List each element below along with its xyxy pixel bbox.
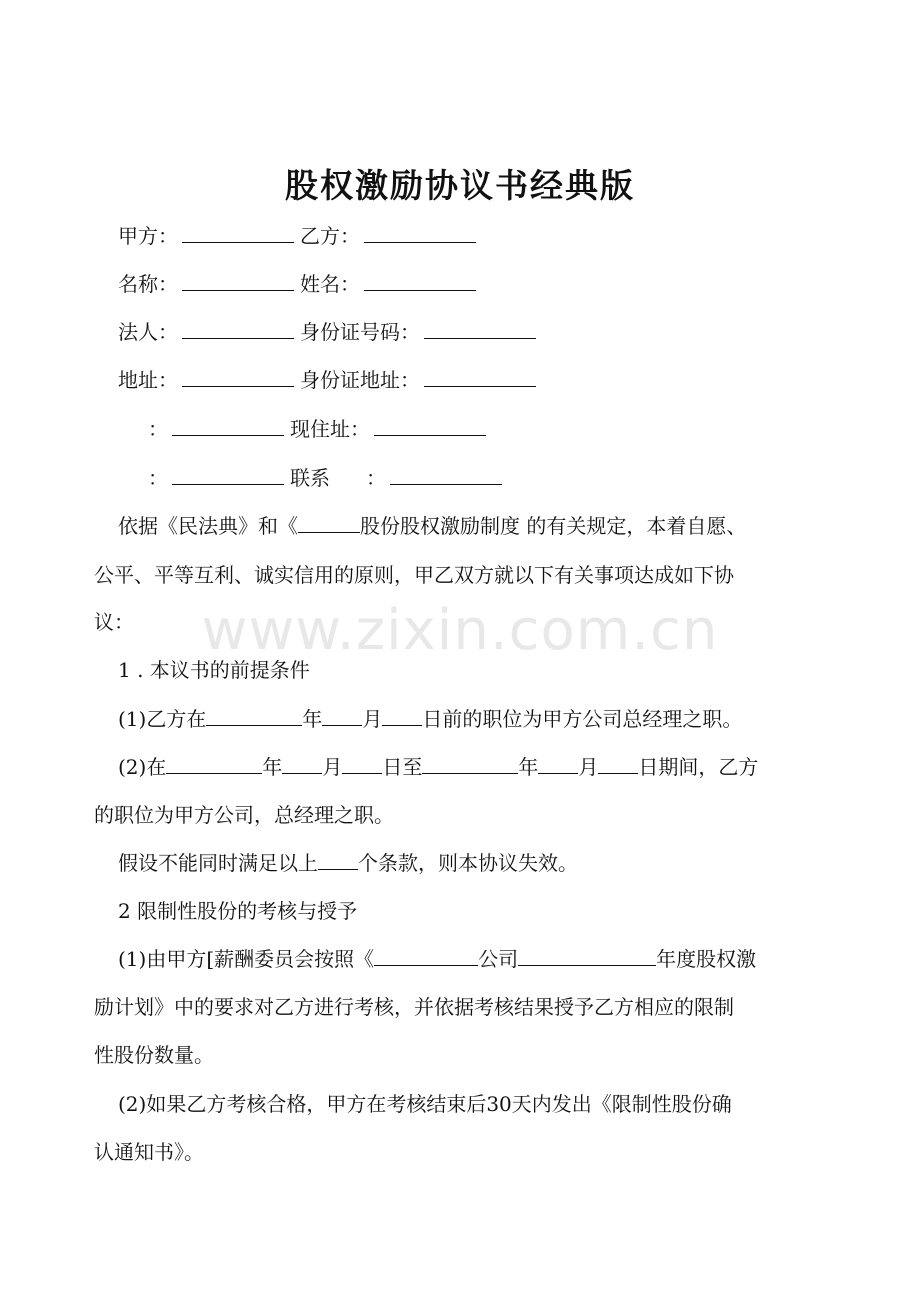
plan-year-blank: [518, 945, 656, 966]
party-line-5: [148, 415, 492, 443]
section-2-item-1-line-2: 励计划》中的要求对乙方进行考核，并依据考核结果授予乙方相应的限制: [94, 995, 734, 1019]
unnamed-field-label-1: ：: [148, 417, 168, 441]
s1-item2-year: 年: [262, 755, 283, 779]
person-name-label: 姓名：: [300, 272, 360, 296]
year-blank: [206, 705, 302, 726]
address-blank: [182, 366, 294, 387]
s2-item1-text-a: (1)由甲方[薪酬委员会按照《: [118, 947, 375, 971]
section-1-item-2: [118, 753, 758, 781]
s1-item2-text-g: 日期间，乙方: [638, 755, 759, 779]
current-address-label: 现住址：: [290, 417, 370, 441]
s1-item2-year-2: 年: [518, 755, 539, 779]
company-name-blank: [182, 270, 294, 291]
unnamed-field-blank-1: [172, 415, 284, 436]
unnamed-field-blank-2: [172, 464, 284, 485]
end-day-blank: [598, 753, 638, 774]
section-2-item-2: (2)如果乙方考核合格，甲方在考核结束后30天内发出《限制性股份确: [118, 1092, 732, 1116]
watermark: www.zixin.com.cn: [201, 598, 719, 663]
s1-item2-month: 月: [322, 755, 343, 779]
s1-item1-text-a: (1)乙方在: [118, 707, 207, 731]
contact-label: 联系: [290, 466, 330, 490]
unnamed-field-label-2: ：: [148, 466, 168, 490]
month-blank: [322, 705, 362, 726]
section-2-item-1: [118, 945, 756, 973]
document-title: 股权激励协议书经典版: [285, 166, 635, 205]
contact-blank: [390, 464, 502, 485]
day-blank: [382, 705, 422, 726]
id-address-label: 身份证地址：: [300, 368, 420, 392]
s1-cond-text-a: 假设不能同时满足以上: [118, 851, 318, 875]
s1-cond-text-b: 个条款，则本协议失效。: [358, 851, 578, 875]
start-year-blank: [166, 753, 262, 774]
intro-line-2: 公平、平等互利、诚实信用的原则，甲乙双方就以下有关事项达成如下协: [94, 563, 734, 587]
end-year-blank: [422, 753, 518, 774]
s1-item1-month: 月: [362, 707, 383, 731]
section-1-item-1: [118, 705, 742, 733]
company-name-blank-intro: [298, 512, 360, 533]
s1-item1-text-d: 日前的职位为甲方公司总经理之职。: [422, 707, 743, 731]
end-month-blank: [538, 753, 578, 774]
id-number-label: 身份证号码：: [300, 320, 420, 344]
section-2-item-1-line-3: 性股份数量。: [94, 1043, 214, 1067]
s1-item1-year: 年: [302, 707, 323, 731]
party-a-label: 甲方：: [118, 224, 178, 248]
s2-item1-company: 公司: [478, 947, 519, 971]
s2-item1-text-c: 年度股权激: [656, 947, 757, 971]
start-month-blank: [282, 753, 322, 774]
party-line-3: [118, 318, 542, 346]
party-line-6: [148, 464, 508, 492]
company-name-label: 名称：: [118, 272, 178, 296]
section-1-item-2-cont: 的职位为甲方公司，总经理之职。: [94, 803, 394, 827]
clause-count-blank: [318, 849, 358, 870]
party-b-label: 乙方：: [300, 224, 360, 248]
start-day-blank: [342, 753, 382, 774]
contact-colon: ：: [366, 466, 386, 490]
party-a-blank: [182, 222, 294, 243]
legal-rep-label: 法人：: [118, 320, 178, 344]
person-name-blank: [364, 270, 476, 291]
s1-item2-text-a: (2)在: [118, 755, 167, 779]
s1-item2-month-2: 月: [578, 755, 599, 779]
intro-text-b: 股份股权激励制度 的有关规定，本着自愿、: [360, 514, 747, 538]
id-number-blank: [424, 318, 536, 339]
current-address-blank: [374, 415, 486, 436]
address-label: 地址：: [118, 368, 178, 392]
plan-company-blank: [374, 945, 478, 966]
section-1-heading: 1 . 本议书的前提条件: [118, 658, 310, 682]
party-line-2: [118, 270, 482, 298]
intro-text-a: 依据《民法典》和《: [118, 514, 298, 538]
party-b-blank: [364, 222, 476, 243]
section-1-condition: [118, 849, 578, 877]
intro-line-3: 议：: [94, 610, 134, 634]
section-2-heading: 2 限制性股份的考核与授予: [118, 899, 358, 923]
party-line-4: [118, 366, 542, 394]
s1-item2-to: 日至: [382, 755, 423, 779]
party-line-1: [118, 222, 482, 250]
section-2-item-2-line-2: 认通知书》。: [94, 1140, 204, 1164]
id-address-blank: [424, 366, 536, 387]
legal-rep-blank: [182, 318, 294, 339]
intro-line-1: [118, 512, 746, 540]
